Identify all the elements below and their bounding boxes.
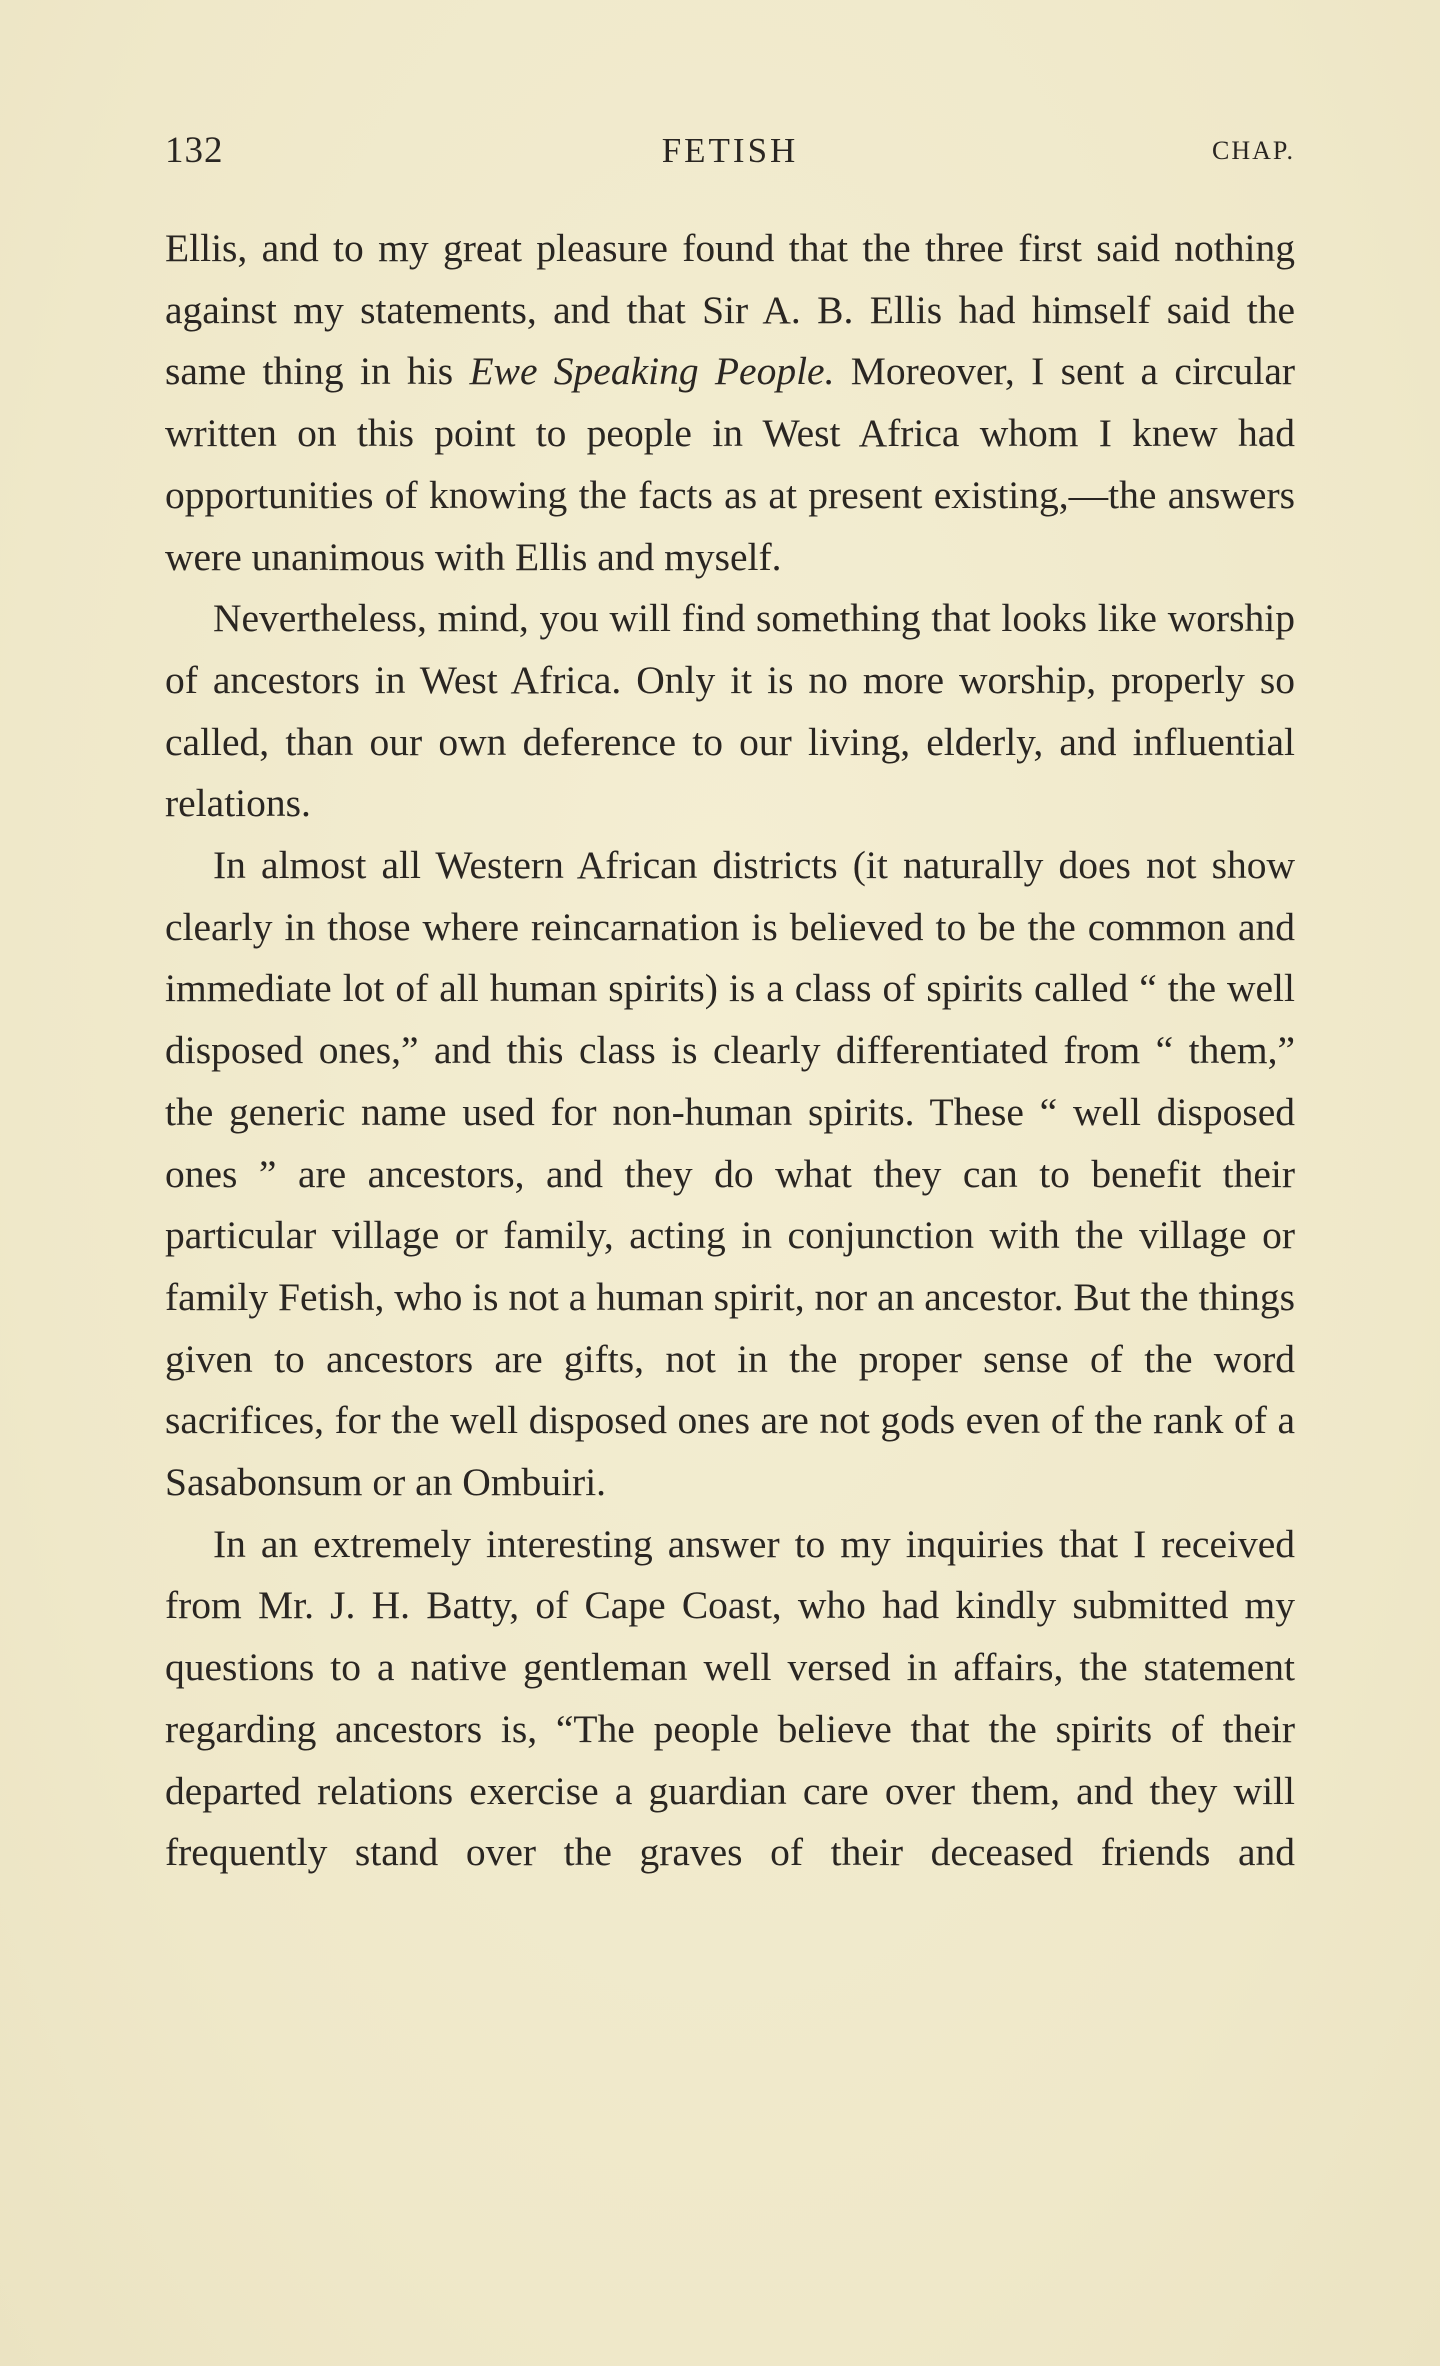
running-title: FETISH (661, 131, 799, 170)
paragraph-1-text: Ellis, and to my great pleasure found that the three first said nothing against my statements, and that Sir A. B. Ellis had himself said the same thing in his (165, 226, 1295, 394)
paragraph-4: In an extremely interesting answer to my inquiries that I received from Mr. J. H. Batty, of Cape Coast, who had kindly submitted my questions to a native gentleman well versed in affairs, the statement regarding ancestors is, “The people believe that the spirits of their departed relations exercise a guardian care over them, and they will frequently stand over the graves of their deceased friends and (165, 1521, 1295, 1875)
paragraph-3: In almost all Western African districts (it naturally does not show clearly in those where reincarnation is believed to be the common and immediate lot of all human spirits) is a class of spirits called “ the well disposed ones,” and this class is clearly differentiated from “ them,” the generic name used for non-human spirits. These “ well disposed ones ” are ancestors, and they do what they can to benefit their particular village or family, acting in conjunction with the village or family Fetish, who is not a human spirit, nor an ancestor. But the things given to ancestors are gifts, not in the proper sense of the word sacrifices, for the well disposed ones are not gods even of the rank of a Sasabonsum or an Ombuiri. (165, 843, 1296, 1505)
paragraph-1-text-continued: Moreover, I sent a circular written on this point to people in West Africa whom I knew had opportunities of knowing the facts as at present existing,—the answers were unanimous with Ellis and myself. (165, 349, 1296, 579)
page-number: 132 (165, 130, 224, 171)
body-text (165, 218, 1295, 1884)
paragraph-1 (165, 218, 1295, 588)
paragraph-2: Nevertheless, mind, you will find something that looks like worship of ancestors in West Africa. Only it is no more worship, properly so called, than our own deference to our living, elderly, and influential relations. (165, 596, 1295, 826)
chapter-label: CHAP. (1212, 136, 1295, 165)
running-head (165, 128, 1295, 174)
book-title-italic: Ewe Speaking People. (469, 349, 835, 394)
